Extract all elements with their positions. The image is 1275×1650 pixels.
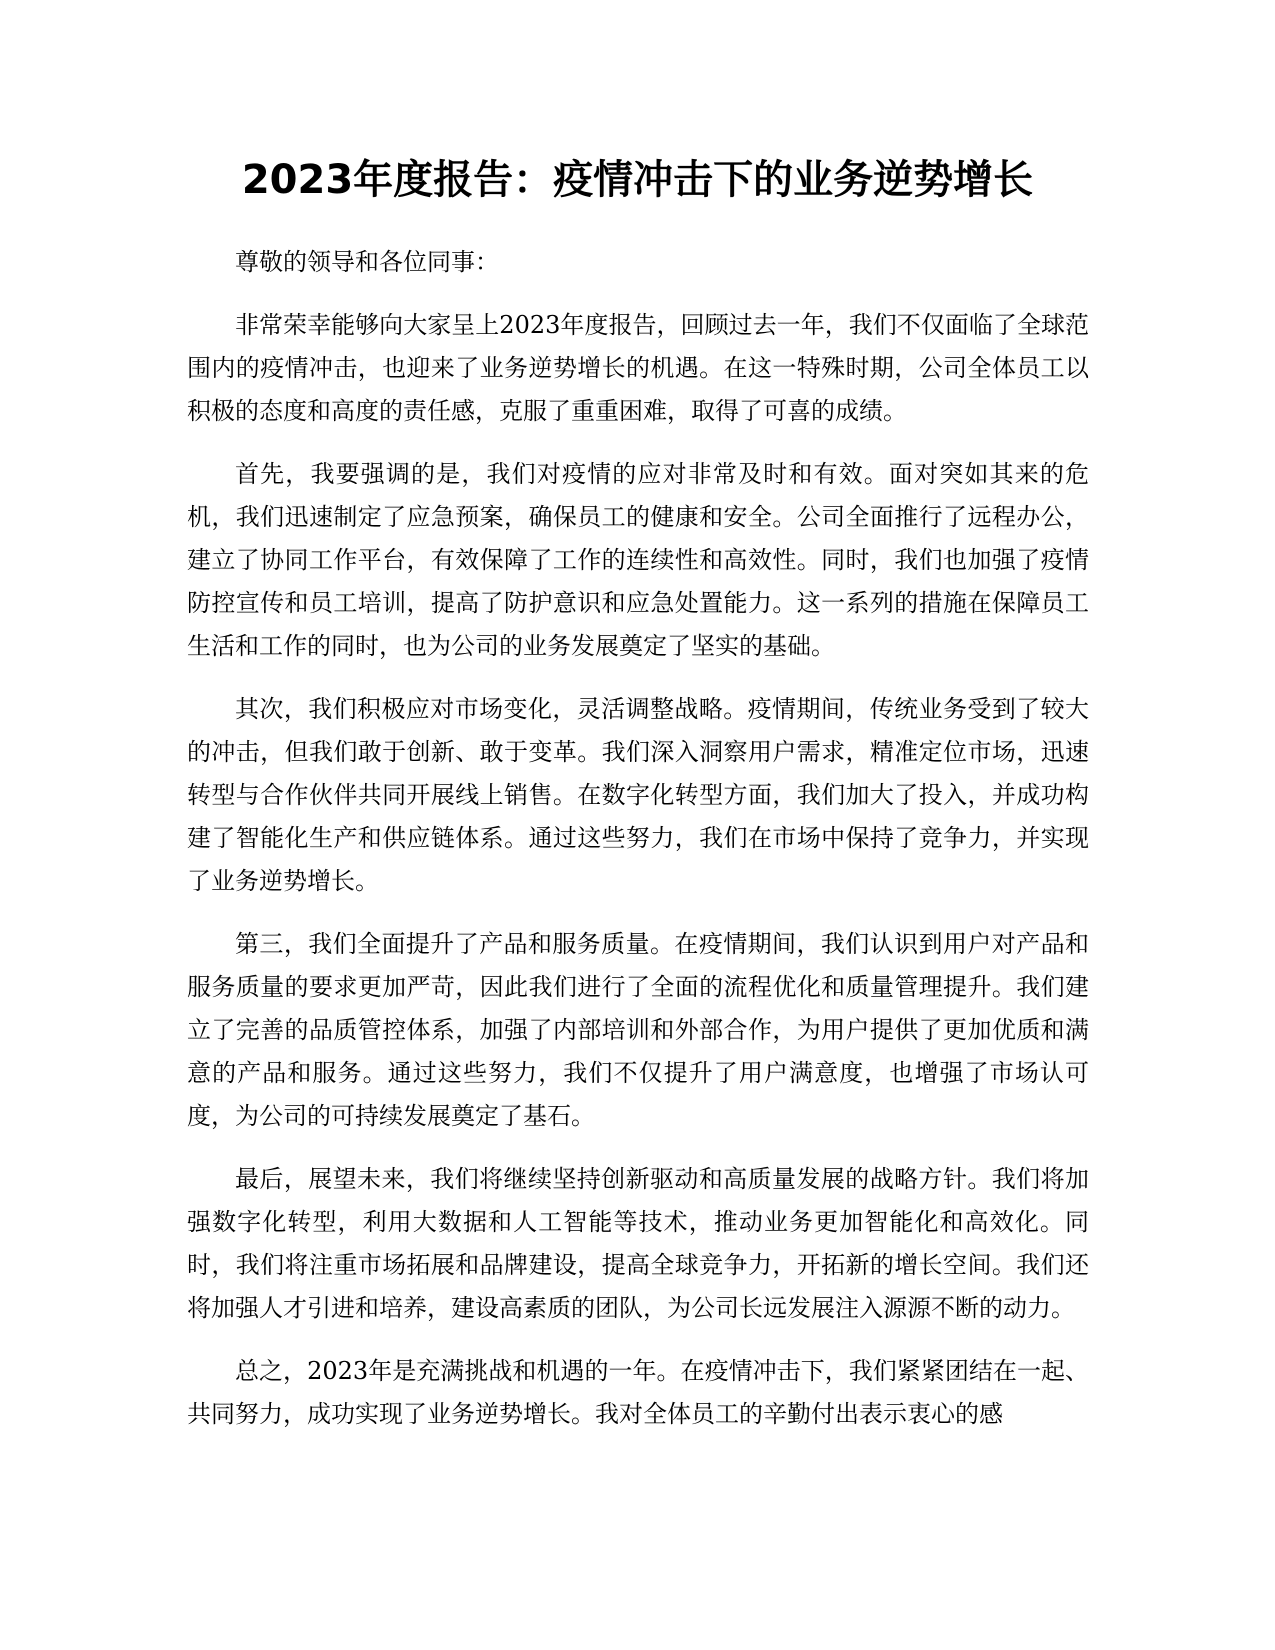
paragraph-third: 第三，我们全面提升了产品和服务质量。在疫情期间，我们认识到用户对产品和服务质量的要求更加严苛，因此我们进行了全面的流程优化和质量管理提升。我们建立了完善的品质管控体系，加强了内部培训和外部合作，为用户提供了更加优质和满意的产品和服务。通过这些努力，我们不仅提升了用户满意度，也增强了市场认可度，为公司的可持续发展奠定了基石。 [187, 930, 1089, 1130]
paragraph-second: 其次，我们积极应对市场变化，灵活调整战略。疫情期间，传统业务受到了较大的冲击，但我们敢于创新、敢于变革。我们深入洞察用户需求，精准定位市场，迅速转型与合作伙伴共同开展线上销售。在数字化转型方面，我们加大了投入，并成功构建了智能化生产和供应链体系。通过这些努力，我们在市场中保持了竞争力，并实现了业务逆势增长。 [187, 695, 1089, 895]
paragraph-intro: 非常荣幸能够向大家呈上2023年度报告，回顾过去一年，我们不仅面临了全球范围内的疫情冲击，也迎来了业务逆势增长的机遇。在这一特殊时期，公司全体员工以积极的态度和高度的责任感，克服了重重困难，取得了可喜的成绩。 [187, 311, 1089, 425]
document-title: 2023年度报告：疫情冲击下的业务逆势增长 [241, 157, 1034, 203]
document-body [187, 241, 1089, 1456]
paragraph-summary: 总之，2023年是充满挑战和机遇的一年。在疫情冲击下，我们紧紧团结在一起、共同努力，成功实现了业务逆势增长。我对全体员工的辛勤付出表示衷心的感 [187, 1357, 1089, 1428]
paragraph-final: 最后，展望未来，我们将继续坚持创新驱动和高质量发展的战略方针。我们将加强数字化转型，利用大数据和人工智能等技术，推动业务更加智能化和高效化。同时，我们将注重市场拓展和品牌建设，提高全球竞争力，开拓新的增长空间。我们还将加强人才引进和培养，建设高素质的团队，为公司长远发展注入源源不断的动力。 [187, 1165, 1089, 1322]
paragraph-first: 首先，我要强调的是，我们对疫情的应对非常及时和有效。面对突如其来的危机，我们迅速制定了应急预案，确保员工的健康和安全。公司全面推行了远程办公，建立了协同工作平台，有效保障了工作的连续性和高效性。同时，我们也加强了疫情防控宣传和员工培训，提高了防护意识和应急处置能力。这一系列的措施在保障员工生活和工作的同时，也为公司的业务发展奠定了坚实的基础。 [187, 460, 1089, 660]
paragraph-greeting: 尊敬的领导和各位同事： [235, 248, 499, 276]
